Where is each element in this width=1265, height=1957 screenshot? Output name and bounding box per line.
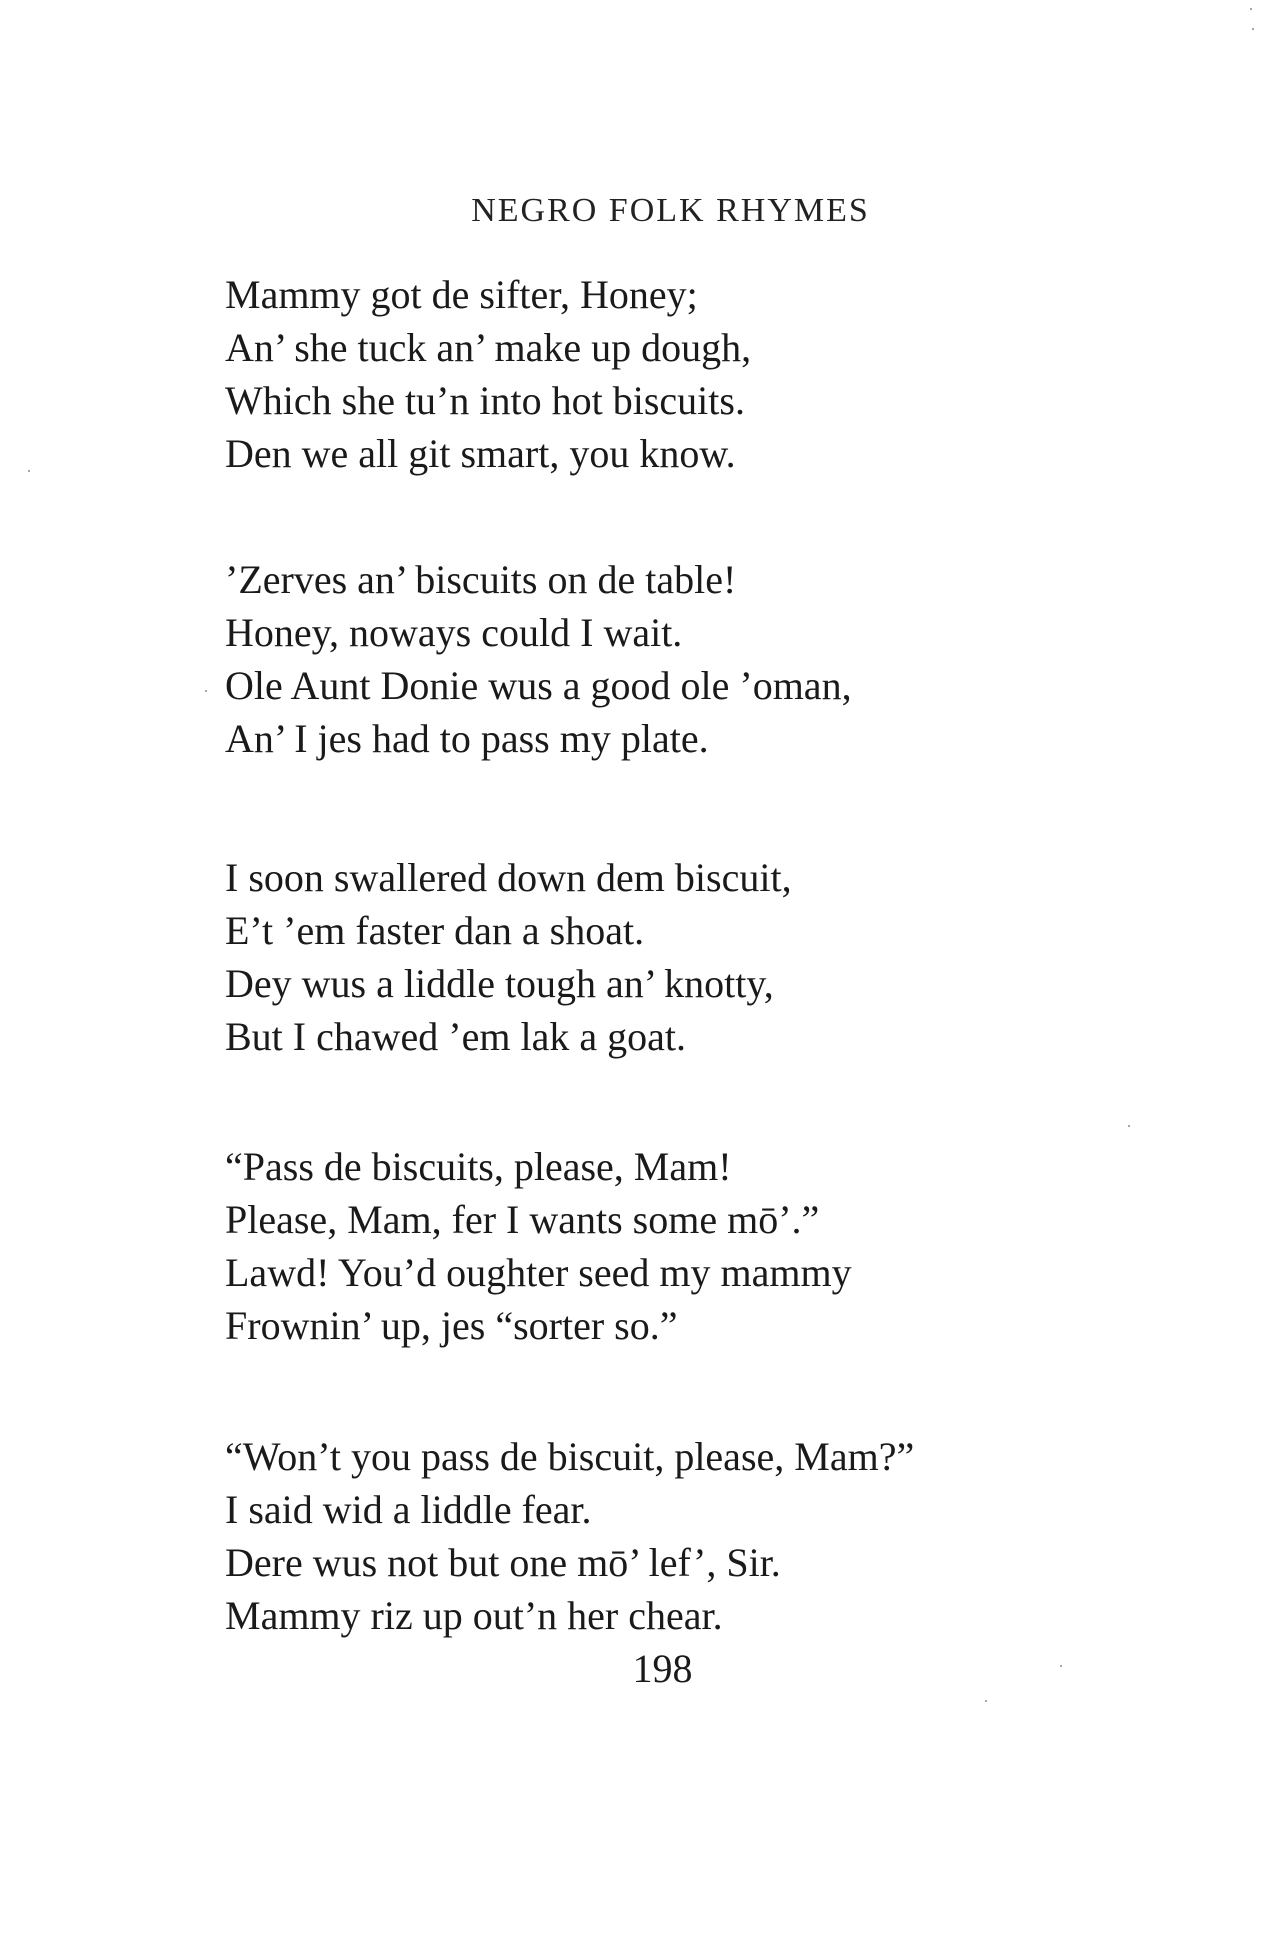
page-number: 198 (632, 1646, 693, 1691)
stanza-3 (225, 851, 1025, 1063)
verse-line: But I chawed ’em lak a goat. (225, 1014, 686, 1059)
verse-line: Frownin’ up, jes “sorter so.” (225, 1303, 678, 1348)
scan-speck (985, 1700, 987, 1702)
scan-speck (1060, 1665, 1062, 1667)
verse-line: An’ she tuck an’ make up dough, (225, 325, 752, 370)
verse-line: Please, Mam, fer I wants some mō’.” (225, 1197, 820, 1242)
verse-line: ’Zerves an’ biscuits on de table! (225, 557, 737, 602)
scan-speck (1250, 8, 1252, 10)
verse-line: Which she tu’n into hot biscuits. (225, 378, 745, 423)
verse-line: E’t ’em faster dan a shoat. (225, 908, 645, 953)
verse-line: Ole Aunt Donie wus a good ole ’oman, (225, 663, 852, 708)
stanza-4 (225, 1140, 1025, 1352)
verse-line: An’ I jes had to pass my plate. (225, 716, 709, 761)
stanza-2 (225, 553, 1025, 765)
scan-speck (28, 470, 30, 472)
verse-line: I said wid a liddle fear. (225, 1487, 592, 1532)
verse-line: I soon swallered down dem biscuit, (225, 855, 792, 900)
verse-line: Lawd! You’d oughter seed my mammy (225, 1250, 852, 1295)
verse-line: “Pass de biscuits, please, Mam! (225, 1144, 732, 1189)
running-head: NEGRO FOLK RHYMES (471, 192, 870, 229)
verse-line: Mammy got de sifter, Honey; (225, 272, 698, 317)
scan-speck (205, 690, 207, 692)
verse-line: Mammy riz up out’n her chear. (225, 1593, 723, 1638)
stanza-1 (225, 268, 1025, 480)
scan-speck (1252, 28, 1254, 30)
verse-line: Dey wus a liddle tough an’ knotty, (225, 961, 774, 1006)
verse-line: Honey, noways could I wait. (225, 610, 683, 655)
verse-line: “Won’t you pass de biscuit, please, Mam?” (225, 1434, 915, 1479)
stanza-5 (225, 1430, 1025, 1642)
verse-line: Dere wus not but one mō’ lef’, Sir. (225, 1540, 781, 1585)
verse-line: Den we all git smart, you know. (225, 431, 736, 476)
scan-speck (1128, 1125, 1130, 1127)
